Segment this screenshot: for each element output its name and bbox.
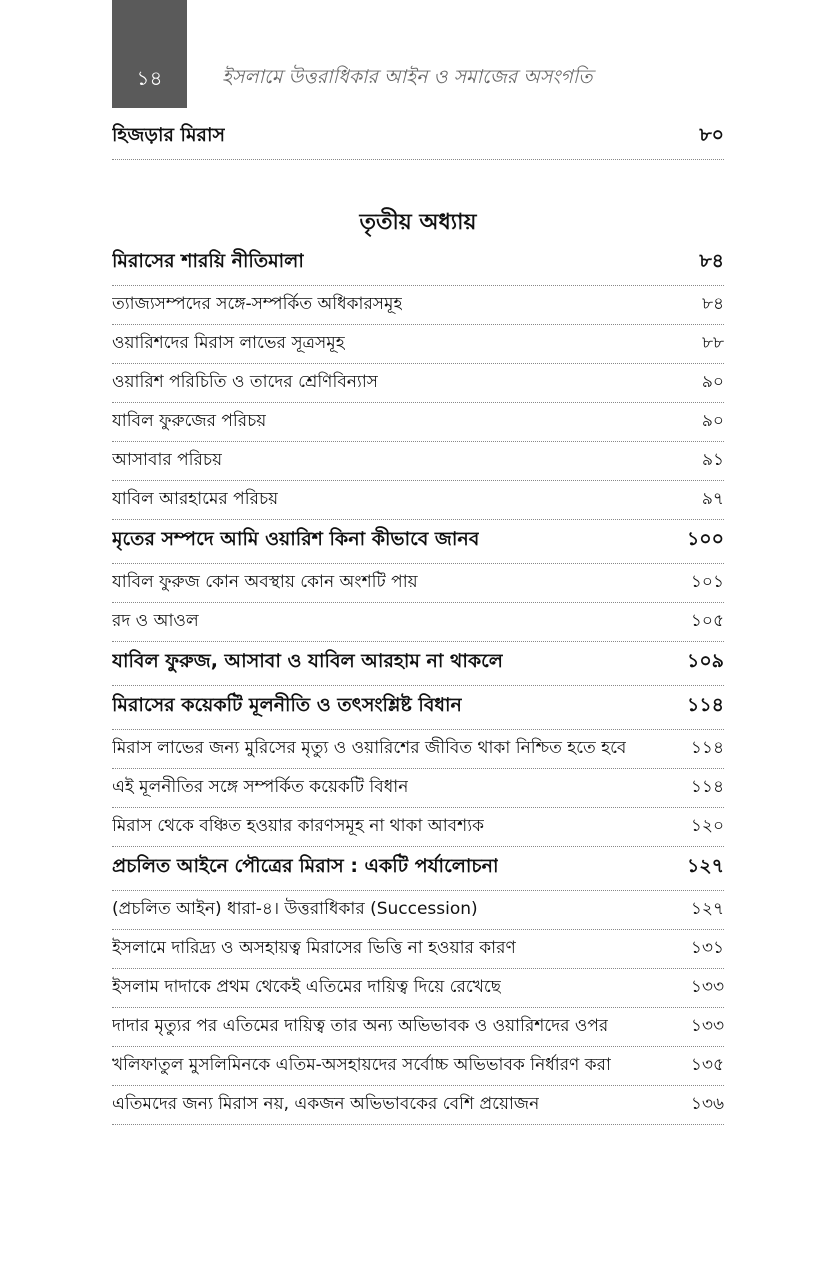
toc-entry-title: আসাবার পরিচয় <box>112 450 223 470</box>
toc-entry-page: ১১৪ <box>690 777 724 797</box>
toc-entry[interactable] <box>112 808 724 847</box>
chapter-heading: তৃতীয় অধ্যায় <box>359 210 477 235</box>
toc-entry-title: ইসলামে দারিদ্র্য ও অসহায়ত্ব মিরাসের ভিত্তি না হওয়ার কারণ <box>112 938 516 958</box>
toc-section-title: যাবিল ফুরুজ, আসাবা ও যাবিল আরহাম না থাকলে <box>112 650 503 672</box>
toc-entry-title: (প্রচলিত আইন) ধারা-৪। উত্তরাধিকার (Succession) <box>112 899 478 919</box>
toc-entry[interactable] <box>112 325 724 364</box>
toc-section-page: ১০০ <box>686 528 724 550</box>
toc-entry-page: ১৩৩ <box>690 1016 724 1036</box>
toc-entry-title: যাবিল ফুরুজের পরিচয় <box>112 411 267 431</box>
toc-section-page: ৮৪ <box>699 250 724 272</box>
toc-entry-page: ৯১ <box>701 450 724 470</box>
toc-section-title: মিরাসের শারয়ি নীতিমালা <box>112 250 304 272</box>
toc-entry-title: খলিফাতুল মুসলিমিনকে এতিম-অসহায়দের সর্বোচ্চ অভিভাবক নির্ধারণ করা <box>112 1055 611 1075</box>
toc-entry[interactable] <box>112 364 724 403</box>
toc-entry[interactable] <box>112 969 724 1008</box>
page-number-tab <box>112 0 187 108</box>
toc-entry-title: এই মূলনীতির সঙ্গে সম্পর্কিত কয়েকটি বিধান <box>112 777 409 797</box>
toc-entry-page: ৮৮ <box>701 333 724 353</box>
toc-section-page: ১২৭ <box>686 855 724 877</box>
toc-entry-title: যাবিল ফুরুজ কোন অবস্থায় কোন অংশটি পায় <box>112 572 418 592</box>
toc-section-page: ১১৪ <box>687 694 724 716</box>
toc-entry-title: মিরাস লাভের জন্য মুরিসের মৃত্যু ও ওয়ারিশের জীবিত থাকা নিশ্চিত হতে হবে <box>112 738 627 758</box>
page-number: ১৪ <box>136 66 163 90</box>
toc-entry-title: ইসলাম দাদাকে প্রথম থেকেই এতিমের দায়িত্ব দিয়ে রেখেছে <box>112 977 502 997</box>
toc-entry[interactable] <box>112 564 724 603</box>
toc-entry[interactable] <box>112 603 724 642</box>
toc-entry-page: ১২০ <box>690 816 724 836</box>
toc-section-title: প্রচলিত আইনে পৌত্রের মিরাস : একটি পর্যালোচনা <box>112 855 499 877</box>
toc-entry[interactable] <box>112 1008 724 1047</box>
toc-section-title: মিরাসের কয়েকটি মূলনীতি ও তৎসংশ্লিষ্ট বিধান <box>112 694 462 716</box>
toc-entry-title: রদ ও আওল <box>112 611 199 631</box>
toc-section-page: ১০৯ <box>686 650 724 672</box>
toc-entry-page: ৯৭ <box>701 489 724 509</box>
toc-entry[interactable] <box>112 403 724 442</box>
toc-entry-title: ওয়ারিশদের মিরাস লাভের সূত্রসমূহ <box>112 333 345 353</box>
toc-entry-page: ১০৫ <box>690 611 724 631</box>
toc-entry-title: ওয়ারিশ পরিচিতি ও তাদের শ্রেণিবিন্যাস <box>112 372 379 392</box>
toc-entry[interactable] <box>112 769 724 808</box>
toc-entry[interactable] <box>112 442 724 481</box>
running-title: ইসলামে উত্তরাধিকার আইন ও সমাজের অসংগতি <box>222 66 593 88</box>
toc-entry[interactable] <box>112 930 724 969</box>
toc-entry[interactable] <box>112 730 724 769</box>
toc-entry[interactable] <box>112 1086 724 1125</box>
toc-section[interactable] <box>112 642 724 686</box>
toc-entry[interactable] <box>112 122 724 160</box>
toc-entry[interactable] <box>112 286 724 325</box>
toc-entry-title: যাবিল আরহামের পরিচয় <box>112 489 279 509</box>
toc-entry-page: ১৩১ <box>690 938 724 958</box>
toc-section[interactable] <box>112 686 724 730</box>
toc-entry-page: ১৩৬ <box>690 1094 724 1114</box>
toc-entry-page: ১৩৫ <box>690 1055 724 1075</box>
toc-entry-page: ১১৪ <box>690 738 724 758</box>
toc-entry[interactable] <box>112 891 724 930</box>
toc-entry-title: এতিমদের জন্য মিরাস নয়, একজন অভিভাবকের বেশি প্রয়োজন <box>112 1094 540 1114</box>
toc-entry-title: হিজড়ার মিরাস <box>112 124 226 146</box>
toc-entry-page: ১২৭ <box>690 899 724 919</box>
toc-entry-page: ৯০ <box>701 372 724 392</box>
toc-entry-page: ৮৪ <box>701 294 724 314</box>
toc-section-title: মৃতের সম্পদে আমি ওয়ারিশ কিনা কীভাবে জানব <box>112 528 480 550</box>
toc-section[interactable] <box>112 847 724 891</box>
toc-entry-title: ত্যাজ্যসম্পদের সঙ্গে-সম্পর্কিত অধিকারসমূহ <box>112 294 403 314</box>
toc-entry-page: ৮০ <box>699 124 724 146</box>
table-of-contents <box>112 122 724 1125</box>
toc-entry-title: মিরাস থেকে বঞ্চিত হওয়ার কারণসমূহ না থাকা আবশ্যক <box>112 816 485 836</box>
toc-entry-page: ১০১ <box>690 572 724 592</box>
toc-entry-page: ১৩৩ <box>690 977 724 997</box>
toc-entry-page: ৯০ <box>701 411 724 431</box>
toc-entry[interactable] <box>112 1047 724 1086</box>
toc-entry[interactable] <box>112 481 724 520</box>
toc-section[interactable] <box>112 242 724 286</box>
toc-section[interactable] <box>112 520 724 564</box>
toc-entry-title: দাদার মৃত্যুর পর এতিমের দায়িত্ব তার অন্য অভিভাবক ও ওয়ারিশদের ওপর <box>112 1016 609 1036</box>
